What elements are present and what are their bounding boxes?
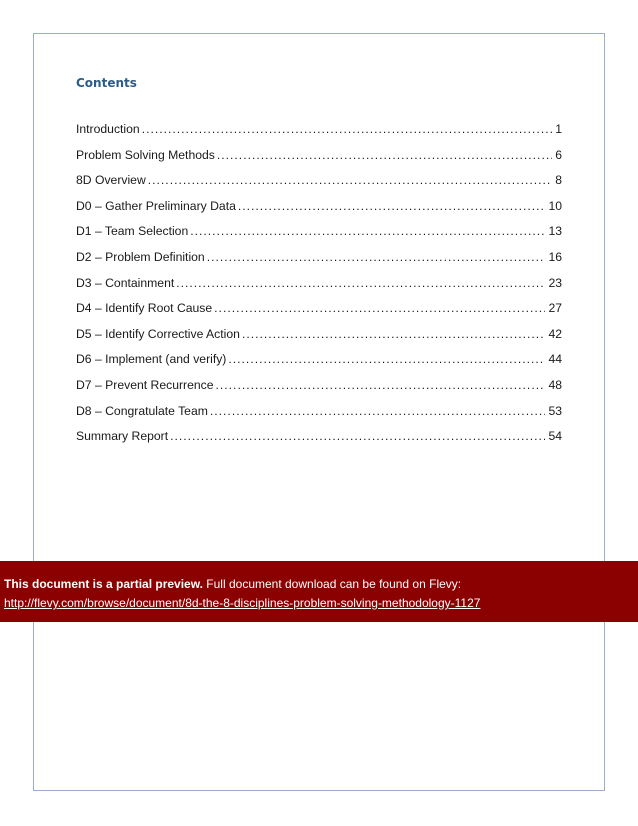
toc-entry-d3[interactable] bbox=[76, 276, 562, 302]
toc-entry-page: 16 bbox=[548, 249, 562, 264]
toc-dot-leader bbox=[148, 173, 552, 187]
toc-entry-8d-overview[interactable] bbox=[76, 173, 562, 199]
toc-entry-page: 10 bbox=[548, 198, 562, 213]
toc-entry-summary-report[interactable] bbox=[76, 429, 562, 455]
toc-entry-title: Summary Report bbox=[76, 429, 169, 444]
toc-entry-page: 42 bbox=[548, 326, 562, 341]
toc-dot-leader bbox=[214, 301, 545, 315]
toc-entry-d7[interactable] bbox=[76, 378, 562, 404]
toc-dot-leader bbox=[216, 378, 546, 392]
toc-dot-leader bbox=[176, 276, 545, 290]
contents-heading: Contents bbox=[76, 76, 137, 90]
preview-banner bbox=[0, 561, 638, 622]
toc-entry-page: 48 bbox=[548, 377, 562, 392]
banner-download-link[interactable]: http://flevy.com/browse/document/8d-the-8-disciplines-problem-solving-methodology-1127 bbox=[4, 596, 481, 610]
toc-entry-title: D1 – Team Selection bbox=[76, 224, 189, 239]
toc-dot-leader bbox=[238, 199, 546, 213]
toc-entry-d2[interactable] bbox=[76, 250, 562, 276]
toc-entry-d6[interactable] bbox=[76, 352, 562, 378]
toc-entry-title: D4 – Identify Root Cause bbox=[76, 301, 213, 316]
toc-entry-d5[interactable] bbox=[76, 327, 562, 353]
toc-entry-title: Introduction bbox=[76, 122, 140, 136]
toc-entry-problem-solving-methods[interactable] bbox=[76, 148, 562, 174]
toc-entry-d0[interactable] bbox=[76, 199, 562, 225]
toc-entry-title: 8D Overview bbox=[76, 173, 146, 188]
toc-dot-leader bbox=[190, 224, 545, 238]
banner-text: Full document download can be found on Flevy: bbox=[206, 577, 462, 591]
toc-entry-title: D6 – Implement (and verify) bbox=[76, 352, 227, 367]
toc-entry-title: D3 – Containment bbox=[76, 275, 175, 290]
toc-dot-leader bbox=[170, 429, 545, 443]
table-of-contents bbox=[76, 122, 562, 455]
toc-entry-d1[interactable] bbox=[76, 224, 562, 250]
toc-entry-page: 6 bbox=[555, 147, 562, 162]
toc-entry-introduction[interactable] bbox=[76, 122, 562, 148]
toc-entry-page: 1 bbox=[555, 122, 562, 136]
toc-entry-page: 23 bbox=[548, 275, 562, 290]
toc-entry-d8[interactable] bbox=[76, 404, 562, 430]
toc-entry-title: D5 – Identify Corrective Action bbox=[76, 326, 240, 341]
toc-dot-leader bbox=[242, 327, 546, 341]
banner-message bbox=[4, 575, 638, 594]
toc-entry-title: D8 – Congratulate Team bbox=[76, 403, 208, 418]
toc-dot-leader bbox=[217, 148, 552, 162]
toc-entry-page: 27 bbox=[548, 301, 562, 316]
toc-entry-title: D7 – Prevent Recurrence bbox=[76, 377, 214, 392]
toc-dot-leader bbox=[142, 122, 553, 136]
toc-dot-leader bbox=[228, 352, 545, 366]
toc-entry-page: 54 bbox=[548, 429, 562, 444]
toc-entry-d4[interactable] bbox=[76, 301, 562, 327]
toc-dot-leader bbox=[207, 250, 546, 264]
toc-entry-page: 53 bbox=[548, 403, 562, 418]
toc-entry-title: D2 – Problem Definition bbox=[76, 249, 205, 264]
toc-entry-page: 8 bbox=[555, 173, 562, 188]
toc-entry-title: D0 – Gather Preliminary Data bbox=[76, 198, 236, 213]
toc-entry-page: 13 bbox=[548, 224, 562, 239]
banner-bold-text: This document is a partial preview. bbox=[4, 577, 203, 591]
toc-dot-leader bbox=[210, 404, 546, 418]
banner-link-line bbox=[4, 594, 638, 613]
toc-entry-page: 44 bbox=[548, 352, 562, 367]
toc-entry-title: Problem Solving Methods bbox=[76, 147, 215, 162]
